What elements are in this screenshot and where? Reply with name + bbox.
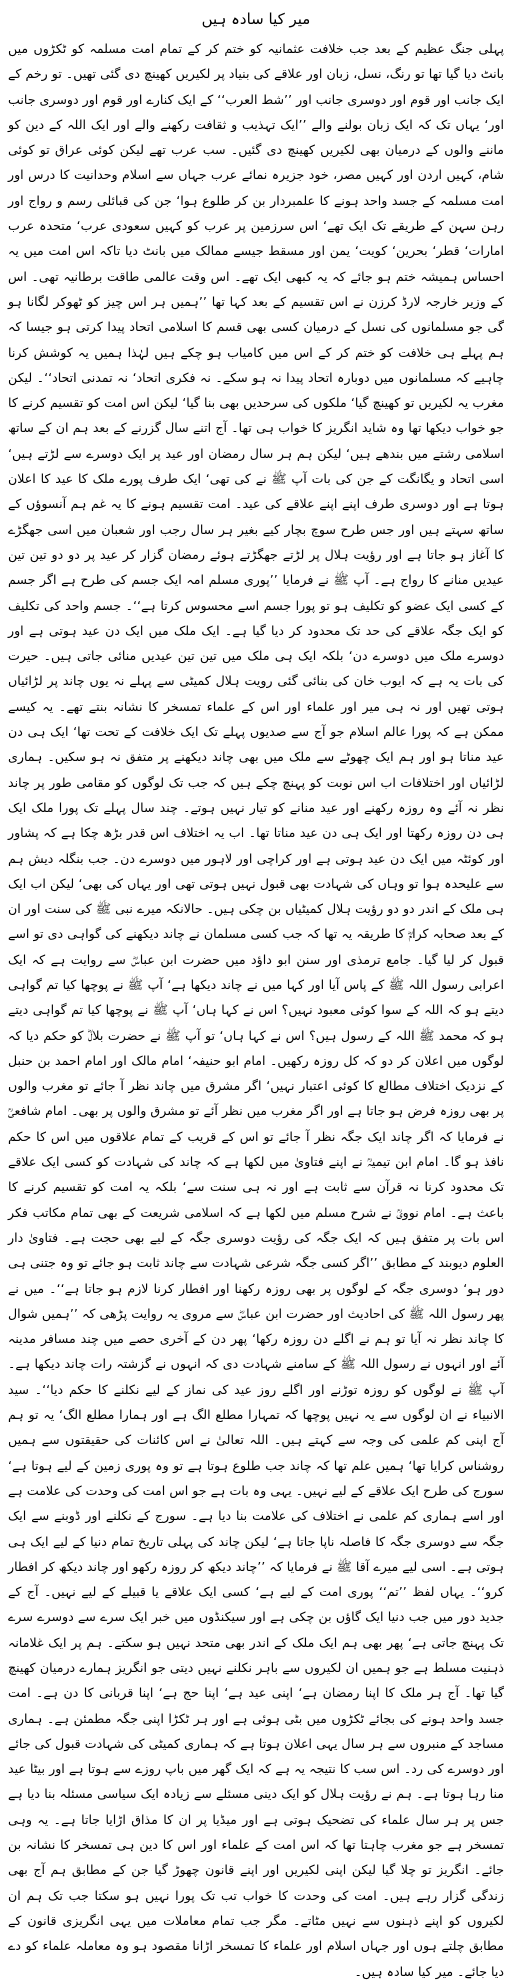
article-title: میر کیا سادہ ہیں (201, 10, 311, 28)
article-body: پہلی جنگ عظیم کے بعد جب خلافت عثمانیہ کو ختم کر کے تمام امت مسلمہ کو ٹکڑوں میں بانٹ دیا گیا تھا تو رنگ، نسل، زبان اور علاقے کی بنیاد پر لکیریں کھینچ دی گئی تھیں۔ تو رخم کے ایک جانب اور قوم اور دوسری جانب اور ’’شط العرب‘‘ کے ایک کنارے اور قوم اور دوسری جانب اور‘ یہاں تک کہ ایک زبان بولنے والے ’’ایک تہذیب و ثقافت رکھنے والے اور ایک اللہ کے دین کو ماننے والوں کے درمیان بھی لکیریں کھینچ دی گئیں۔ سب عرب تھے لیکن کوئی عراق تو کوئی شام، کہیں اردن اور کہیں مصر، خود جزیرہ نمائے عرب جہاں سے اسلام وحدانیت کا درس اور امت مسلمہ کے جسد واحد ہونے کا علمبردار بن کر طلوع ہوا‘ جن کی قبائلی رسم و رواج اور رہن سہن کے طریقے تک ایک تھے‘ اس سرزمین پر عرب کو کہیں سعودی عرب‘ متحدہ عرب امارات‘ قطر‘ بحرین‘ کویت‘ یمن اور مسقط جیسے ممالک میں بانٹ دیا تاکہ اس امت میں یہ احساس ہمیشہ ختم ہو جائے کہ یہ کبھی ایک تھے۔ اس وقت عالمی طاقت برطانیہ تھی۔ اس کے وزیر خارجہ لارڈ کرزن نے اس تقسیم کے بعد کہا تھا ’’ہمیں ہر اس چیز کو ٹھوکر لگانا ہو گی جو مسلمانوں کی نسل کے درمیان کسی بھی قسم کا اسلامی اتحاد پیدا کرتی ہو جیسا کہ ہم پہلے ہی خلافت کو ختم کر کے اس میں کامیاب ہو چکے ہیں لہٰذا ہمیں یہ کوشش کرنا چاہیے کہ مسلمانوں میں دوبارہ اتحاد پیدا نہ ہو سکے۔ نہ فکری اتحاد‘ نہ تمدنی اتحاد‘‘۔ لیکن مغرب یہ لکیریں تو کھینچ گیا‘ ملکوں کی سرحدیں بھی بنا گیا‘ لیکن اس امت کو تقسیم کرنے کا جو خواب دیکھا تھا وہ شاید انگریز کا خواب ہی تھا۔ آج اتنے سال گزرنے کے بعد ہم ان کے ساتھ اسلامی رشتے میں بندھے ہیں‘ لیکن ہم ہر سال رمضان اور عید پر ایک دوسرے سے لڑتے ہیں‘ اسی اتحاد و یگانگت کے جن کی بات آپ ﷺ نے کی تھی‘ ایک طرف پورے ملک کا عید کا اعلان ہوتا ہے اور دوسری طرف اپنے اپنے علاقے کی عید۔ امت تقسیم ہونے کا یہ غم ہم آنسوؤں کے ساتھ سہتے ہیں اور جس طرح سوچ بچار کیے بغیر ہر سال رجب اور شعبان میں اسی جھگڑے کا آغاز ہو جاتا ہے اور رؤیت ہلال پر لڑتے جھگڑتے ہوئے رمضان گزار کر عید پر دو دو تین تین عیدیں منانے کا رواج ہے۔ آپ ﷺ نے فرمایا ’’پوری مسلم امہ ایک جسم کی طرح ہے اگر جسم کے کسی ایک عضو کو تکلیف ہو تو پورا جسم اسے محسوس کرتا ہے‘‘۔ جسم واحد کی تکلیف کو ایک جگہ علاقے کی حد تک محدود کر دیا گیا ہے۔ ایک ملک میں ایک دن عید ہوتی ہے اور دوسرے ملک میں دوسرے دن‘ بلکہ ایک ہی ملک میں تین تین عیدیں منائی جاتی ہیں۔ حیرت کی بات یہ ہے کہ ایوب خان کی بنائی گئی رویت ہلال کمیٹی سے پہلے نہ یوں چاند پر لڑائیاں ہوتی تھیں اور نہ ہی میر اور علماء اور اس کے علماء تمسخر کا نشانہ بنتے تھے۔ یہ کیسے ممکن ہے کہ پورا عالم اسلام جو آج سے صدیوں پہلے تک ایک خلافت کے تحت تھا‘ ایک ہی دن عید مناتا ہو اور ہم ایک چھوٹے سے ملک میں بھی چاند دیکھنے پر متفق نہ ہو سکیں۔ ہماری لڑائیاں اور اختلافات اب اس نوبت کو پہنچ چکے ہیں کہ جب تک لوگوں کو مقامی طور پر چاند نظر نہ آئے وہ روزہ رکھنے اور عید منانے کو تیار نہیں ہوتے۔ چند سال پہلے تک پورا ملک ایک ہی دن روزہ رکھتا اور ایک ہی دن عید مناتا تھا۔ اب یہ اختلاف اس قدر بڑھ چکا ہے کہ پشاور اور کوئٹہ میں ایک دن عید ہوتی ہے اور کراچی اور لاہور میں دوسرے دن۔ جب بنگلہ دیش ہم سے علیحدہ ہوا تو وہاں کی شہادت بھی قبول نہیں ہوتی تھی اور یہاں کی بھی‘ لیکن اب ایک ہی ملک کے اندر دو دو رؤیت ہلال کمیٹیاں بن چکی ہیں۔ حالانکہ میرے نبی ﷺ کی سنت اور ان کے بعد صحابہ کرامؓ کا طریقہ یہ تھا کہ جب کسی مسلمان نے چاند دیکھنے کی گواہی دی تو اسے قبول کر لیا گیا۔ جامع ترمذی اور سنن ابو داؤد میں حضرت ابن عباسؓ سے روایت ہے کہ ایک اعرابی رسول اللہ ﷺ کے پاس آیا اور کہا میں نے چاند دیکھا ہے‘ آپ ﷺ نے پوچھا کیا تم گواہی دیتے ہو کہ اللہ کے سوا کوئی معبود نہیں؟ اس نے کہا ہاں‘ آپ ﷺ نے پوچھا کیا تم گواہی دیتے ہو کہ محمد ﷺ اللہ کے رسول ہیں؟ اس نے کہا ہاں‘ تو آپ ﷺ نے حضرت بلالؓ کو حکم دیا کہ لوگوں میں اعلان کر دو کہ کل روزہ رکھیں۔ امام ابو حنیفہ‘ امام مالک اور امام احمد بن حنبل کے نزدیک اختلاف مطالع کا کوئی اعتبار نہیں‘ اگر مشرق میں چاند نظر آ جائے تو مغرب والوں پر بھی روزہ فرض ہو جاتا ہے اور اگر مغرب میں نظر آئے تو مشرق والوں پر بھی۔ امام شافعیؒ نے فرمایا کہ اگر چاند ایک جگہ نظر آ جائے تو اس کے قریب کے تمام علاقوں میں اس کا حکم نافذ ہو گا۔ امام ابن تیمیہؒ نے اپنے فتاویٰ میں لکھا ہے کہ چاند کی شہادت کو کسی ایک علاقے تک محدود کرنا نہ قرآن سے ثابت ہے اور نہ ہی سنت سے‘ بلکہ یہ امت کو تقسیم کرنے کا باعث ہے۔ امام نوویؒ نے شرح مسلم میں لکھا ہے کہ اسلامی شریعت کے بھی تمام مکاتب فکر اس بات پر متفق ہیں کہ ایک جگہ کی رؤیت دوسری جگہ کے لیے بھی حجت ہے۔ فتاویٰ دار العلوم دیوبند کے مطابق ’’اگر کسی جگہ شرعی شہادت سے چاند ثابت ہو جائے تو وہ جتنی ہی دور ہو‘ دوسری جگہ کے لوگوں پر بھی روزہ رکھنا اور افطار کرنا لازم ہو جاتا ہے‘‘۔ میں نے پھر رسول اللہ ﷺ کی احادیث اور حضرت ابن عباسؓ سے مروی یہ روایت پڑھی کہ ’’ہمیں شوال کا چاند نظر نہ آیا تو ہم نے اگلے دن روزہ رکھا‘ پھر دن کے آخری حصے میں چند مسافر مدینہ آئے اور انہوں نے رسول اللہ ﷺ کے سامنے شہادت دی کہ انہوں نے گزشتہ رات چاند دیکھا ہے۔ آپ ﷺ نے لوگوں کو روزہ توڑنے اور اگلے روز عید کی نماز کے لیے نکلنے کا حکم دیا‘‘۔ سید الانبیاء نے ان لوگوں سے یہ نہیں پوچھا کہ تمہارا مطلع الگ ہے اور ہمارا مطلع الگ‘ یہ تو ہم آج اپنی کم علمی کی وجہ سے کہتے ہیں۔ اللہ تعالیٰ نے اس کائنات کی حقیقتوں سے ہمیں روشناس کرایا تھا‘ ہمیں علم تھا کہ چاند جب طلوع ہوتا ہے تو وہ پوری زمین کے لیے ہوتا ہے‘ سورج کی طرح ایک علاقے کے لیے نہیں۔ یہی وہ بات ہے جو اس امت کی وحدت کی علامت ہے اور اسے ہماری کم علمی نے اختلاف کی علامت بنا دیا ہے۔ سورج کے نکلنے اور ڈوبنے سے ایک جگہ سے دوسری جگہ کا فاصلہ ناپا جاتا ہے‘ لیکن چاند کی پہلی تاریخ تمام دنیا کے لیے ایک ہی ہوتی ہے۔ اسی لیے میرے آقا ﷺ نے فرمایا کہ ’’چاند دیکھ کر روزہ رکھو اور چاند دیکھ کر افطار کرو‘‘۔ یہاں لفظ ’’تم‘‘ پوری امت کے لیے ہے‘ کسی ایک علاقے یا قبیلے کے لیے نہیں۔ آج کے جدید دور میں جب دنیا ایک گاؤں بن چکی ہے اور سیکنڈوں میں خبر ایک سرے سے دوسرے سرے تک پہنچ جاتی ہے‘ پھر بھی ہم ایک ملک کے اندر بھی متحد نہیں ہو سکتے۔ ہم پر ایک غلامانہ ذہنیت مسلط ہے جو ہمیں ان لکیروں سے باہر نکلنے نہیں دیتی جو انگریز ہمارے درمیان کھینچ گیا تھا۔ آج ہر ملک کا اپنا رمضان ہے‘ اپنی عید ہے‘ اپنا حج ہے‘ اپنا قربانی کا دن ہے۔ امت جسد واحد ہونے کی بجائے ٹکڑوں میں بٹی ہوئی ہے اور ہر ٹکڑا اپنی جگہ مطمئن ہے۔ ہماری مساجد کے منبروں سے ہر سال یہی اعلان ہوتا ہے کہ ہماری کمیٹی کی شہادت قبول کی جائے اور دوسرے کی رد۔ اس سب کا نتیجہ یہ ہے کہ ایک گھر میں باپ روزے سے ہوتا ہے اور بیٹا عید منا رہا ہوتا ہے۔ ہم نے رؤیت ہلال کو ایک دینی مسئلے سے زیادہ ایک سیاسی مسئلہ بنا دیا ہے جس پر ہر سال علماء کی تضحیک ہوتی ہے اور میڈیا پر ان کا مذاق اڑایا جاتا ہے۔ یہ وہی تمسخر ہے جو مغرب چاہتا تھا کہ اس امت کے علماء اور اس کا دین ہی تمسخر کا نشانہ بن جائے۔ انگریز تو چلا گیا لیکن اپنی لکیریں اور اپنے قانون چھوڑ گیا جن کے مطابق ہم آج بھی زندگی گزار رہے ہیں۔ امت کی وحدت کا خواب تب تک پورا نہیں ہو سکتا جب تک ہم ان لکیروں کو اپنے ذہنوں سے نہیں مٹاتے۔ مگر جب تمام معاملات میں یہی انگریزی قانون کے مطابق چلتے ہوں اور جہاں اسلام اور علماء کا تمسخر اڑانا مقصود ہو وہ معاملہ علماء کو دے دیا جائے۔ میر کیا سادہ ہیں۔ (8, 41, 504, 1979)
